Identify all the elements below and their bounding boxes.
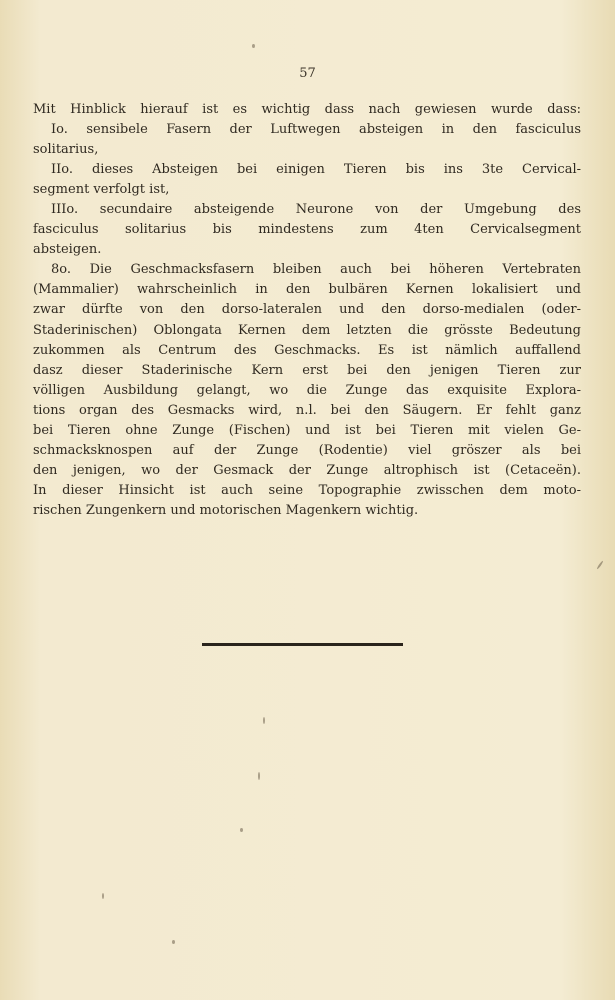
text-line: Mit Hinblick hierauf ist es wichtig dass nach gewiesen wurde dass: (33, 102, 581, 117)
text-line: (Mammalier) wahrscheinlich in den bulbären Kernen lokalisiert und (33, 282, 581, 298)
text-line: völligen Ausbildung gelangt, wo die Zunge das exquisite Explora- (33, 382, 581, 398)
text-line: zwar dürfte von den dorso-lateralen und den dorso-medialen (oder- (33, 302, 581, 318)
horizontal-rule (202, 643, 403, 646)
text-line: IIo. dieses Absteigen bei einigen Tieren bis ins 3te Cervical- (51, 162, 581, 178)
text-line: dasz dieser Staderinische Kern erst bei den jenigen Tieren zur (33, 362, 581, 378)
text-line: In dieser Hinsicht ist auch seine Topographie zwisschen dem moto- (33, 482, 581, 498)
text-line: IIIo. secundaire absteigende Neurone von der Umgebung des (51, 202, 581, 218)
text-line: 8o. Die Geschmacksfasern bleiben auch bei höheren Vertebraten (51, 262, 581, 278)
scan-speck (252, 44, 255, 48)
page-number: 57 (299, 66, 316, 81)
scan-speck (102, 893, 104, 899)
text-line: tions organ des Gesmacks wird, n.l. bei den Säugern. Er fehlt ganz (33, 402, 581, 418)
scan-speck (596, 560, 603, 569)
scan-speck (240, 828, 243, 832)
text-line: bei Tieren ohne Zunge (Fischen) und ist bei Tieren mit vielen Ge- (33, 422, 581, 438)
text-line: absteigen. (33, 242, 102, 258)
scan-speck (172, 940, 175, 944)
text-line: den jenigen, wo der Gesmack der Zunge altrophisch ist (Cetaceën). (33, 462, 581, 478)
text-line: schmacksknospen auf der Zunge (Rodentie) viel gröszer als bei (33, 442, 581, 458)
scan-speck (258, 772, 260, 780)
text-line: Io. sensibele Fasern der Luftwegen absteigen in den fasciculus (51, 122, 581, 138)
text-line: zukommen als Centrum des Geschmacks. Es ist nämlich auffallend (33, 342, 581, 358)
text-line: Staderinischen) Oblongata Kernen dem letzten die grösste Bedeutung (33, 322, 581, 338)
text-line: rischen Zungenkern und motorischen Magenkern wichtig. (33, 502, 419, 518)
scan-speck (263, 717, 265, 724)
text-line: solitarius, (33, 142, 99, 158)
text-line: fasciculus solitarius bis mindestens zum 4ten Cervicalsegment (33, 222, 581, 238)
text-line: segment verfolgt ist, (33, 182, 170, 198)
body-text (33, 100, 581, 521)
